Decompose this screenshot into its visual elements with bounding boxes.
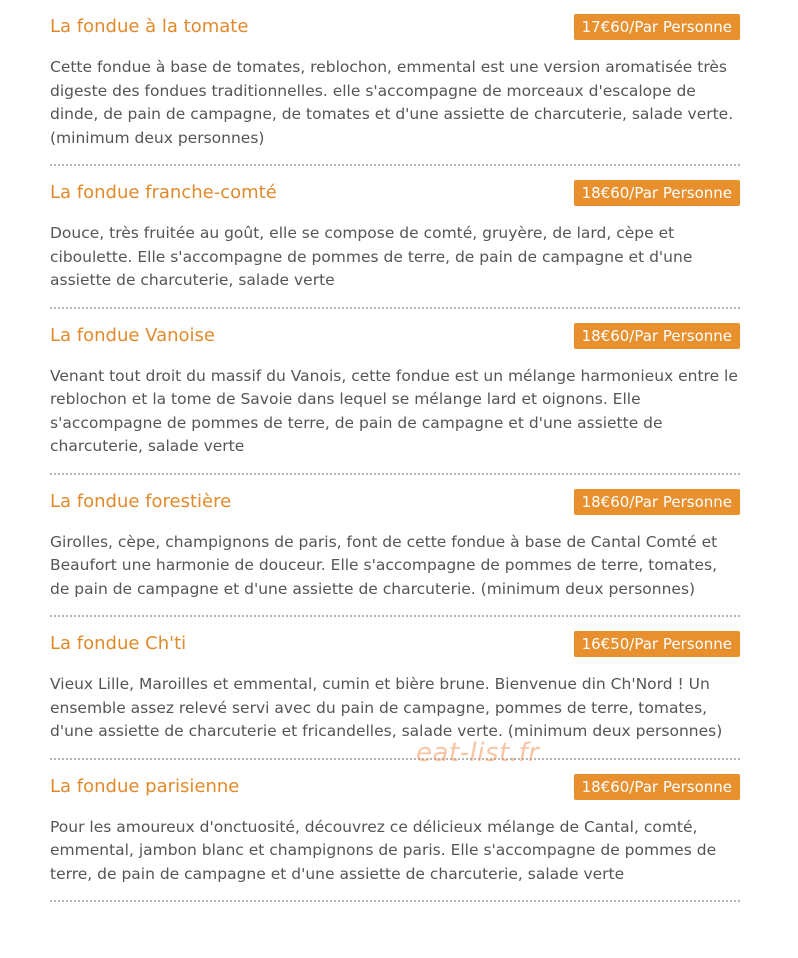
price-badge: 18€60/Par Personne	[574, 323, 740, 349]
price-badge: 18€60/Par Personne	[574, 774, 740, 800]
menu-item-description: Venant tout droit du massif du Vanois, cette fondue est un mélange harmonieux entre le reblochon et la tome de Savoie dans lequel se mélange lard et oignons. Elle s'accompagne de pommes de terre, de pain de campagne et d'une assiette de charcuterie, salade verte	[50, 366, 738, 455]
menu-item-description: Douce, très fruitée au goût, elle se compose de comté, gruyère, de lard, cèpe et ciboulette. Elle s'accompagne de pommes de terre, de pain de campagne et d'une assiette de charcuterie, salade verte	[50, 224, 693, 289]
menu-item-description: Pour les amoureux d'onctuosité, découvrez ce délicieux mélange de Cantal, comté, emmental, jambon blanc et champignons de paris. Elle s'accompagne de pommes de terre, de pain de campagne et d'une assiette de charcuterie, salade verte	[50, 817, 717, 883]
menu-item-header	[50, 180, 740, 208]
menu-item-title: La fondue forestière	[50, 490, 232, 512]
menu-item	[50, 489, 740, 618]
menu-item-title: La fondue Ch'ti	[50, 633, 187, 654]
menu-item	[50, 14, 740, 166]
menu-item	[50, 323, 740, 475]
menu-item-description: Vieux Lille, Maroilles et emmental, cumin et bière brune. Bienvenue din Ch'Nord ! Un ensemble assez relevé servi avec du pain de campagne, pommes de terre, tomates, d'une assiette de charcuterie et fricandelles, salade verte. (minimum deux personnes)	[50, 675, 723, 740]
menu-item-header	[50, 14, 740, 42]
menu-item	[50, 180, 740, 309]
menu-item-header	[50, 631, 740, 659]
watermark: eat-list.fr	[416, 738, 540, 768]
price-badge: 18€60/Par Personne	[574, 180, 740, 206]
menu-item-description: Cette fondue à base de tomates, reblochon, emmental est une version aromatisée très digeste des fondues traditionnelles. elle s'accompagne de morceaux d'escalope de dinde, de pain de campagne, de tomates et d'une assiette de charcuterie, salade verte. (minimum deux personnes)	[50, 58, 734, 147]
menu-item-title: La fondue parisienne	[50, 775, 240, 797]
menu-item-header	[50, 323, 740, 351]
fondue-menu-list	[50, 0, 740, 902]
menu-item-title: La fondue Vanoise	[50, 324, 215, 346]
price-badge: 17€60/Par Personne	[574, 14, 740, 40]
menu-item-title: La fondue franche-comté	[50, 182, 277, 203]
menu-item-header	[50, 489, 740, 517]
menu-item-header	[50, 774, 740, 802]
menu-item-title: La fondue à la tomate	[50, 16, 249, 37]
menu-item	[50, 774, 740, 903]
price-badge: 18€60/Par Personne	[574, 489, 740, 515]
menu-item	[50, 631, 740, 760]
price-badge: 16€50/Par Personne	[574, 631, 740, 657]
menu-item-description: Girolles, cèpe, champignons de paris, font de cette fondue à base de Cantal Comté et Beaufort une harmonie de douceur. Elle s'accompagne de pommes de terre, tomates, de pain de campagne et d'une assiette de charcuterie. (minimum deux personnes)	[50, 532, 718, 598]
